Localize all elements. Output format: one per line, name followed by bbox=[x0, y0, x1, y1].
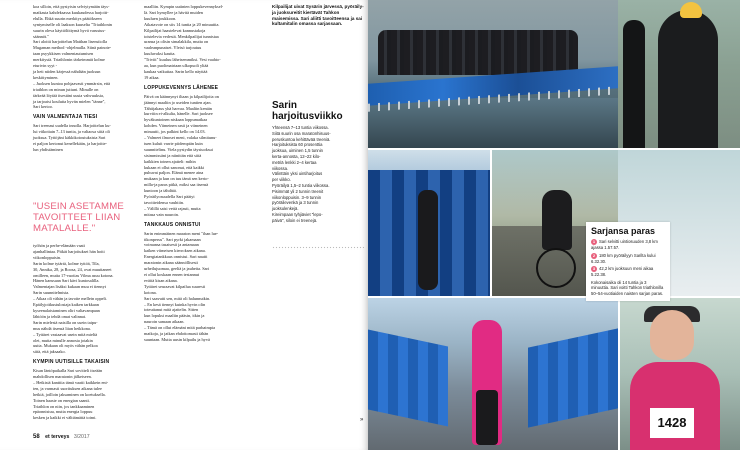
running-photo bbox=[368, 298, 618, 450]
text-line: – Välillä saisi vettä rajasti, mutta bbox=[144, 205, 201, 211]
text-line: Toinen haaste on energian saanti. bbox=[33, 397, 91, 403]
text-line: suurin oleva käyttöliittymä hyvä varustus- bbox=[33, 27, 106, 33]
text-line: nauroin samaan aikaan. bbox=[144, 319, 185, 325]
sidebar-list-item: viikonloppuisin. 3–9 tunnin bbox=[272, 194, 322, 200]
text-line: Triathlon on niin, jos tankkaaminen bbox=[33, 403, 95, 409]
section-heading-coach: VAIN VALMENTAJA TIESI bbox=[33, 114, 98, 121]
fact-text: 42,2 km juoksuun meni aikaa 5.22.38. bbox=[591, 266, 654, 278]
text-line: – Aikaa oli vähän ja tavoite mellein oppeli. bbox=[33, 296, 107, 302]
text-line: maalliin. Kympin uutinten loppukevennyksel- bbox=[144, 4, 224, 9]
col1-block1 bbox=[33, 123, 136, 153]
text-line: siitä, että jaksaako. bbox=[33, 349, 66, 355]
cyclist bbox=[542, 190, 572, 250]
section-heading-finish: LOPPUKEVENNYS LÄHENEE bbox=[144, 84, 219, 91]
text-line: olet, mutta minulle annosta jotakin bbox=[33, 337, 93, 343]
text-line: kukaan ei ollut sanonut, että kaikki bbox=[144, 164, 205, 170]
text-line: elulla. Ehkä suurin merkitys päätökseen bbox=[33, 15, 102, 21]
text-line: Epäilyjoitkustulostaja kaiken tarkkaan bbox=[33, 302, 99, 308]
text-column-1 bbox=[33, 4, 136, 153]
sidebar-list-item: Siitä suurin osa maratonhisuus- bbox=[272, 130, 331, 136]
text-line: epäonnistuu, mutta energia loppuu bbox=[33, 409, 93, 415]
sidebar-list-item: päivä", siloin ei treenejä. bbox=[272, 217, 318, 223]
col2-intro bbox=[144, 4, 247, 81]
text-line: kuuluvaksi kautta. bbox=[144, 51, 176, 57]
race-bib: 1428 bbox=[650, 408, 694, 438]
text-line: minuutti, jos palkint kello on 14.03. bbox=[144, 129, 206, 135]
pull-quote: "USEIN ASETAMME TAVOITTEET LIIAN MATALALLE." bbox=[33, 201, 124, 234]
text-line: kohden. Viimeinen rasti ja viimeinen bbox=[144, 123, 208, 129]
sidebar-list-item: Pisimmät yli 2 tunnin treenit bbox=[272, 188, 324, 194]
text-line: ja heti niiden kärjessä nähdään juoksun bbox=[33, 68, 101, 74]
left-page bbox=[0, 0, 368, 450]
text-line: sisimmissäni ja niinittän että siitä bbox=[144, 152, 202, 158]
text-line: tärkeää löytää itsestäni uusia vahvuuksia, bbox=[33, 92, 104, 98]
text-line: mitasa vain nauroin. bbox=[144, 211, 179, 217]
text-line: Sarin enimmäinen maraton meni "ihan lue- bbox=[144, 230, 219, 236]
text-line: Aikatavote on siis 14 tuntia ja 20 minuuttia. bbox=[144, 21, 220, 27]
medal-portrait-photo bbox=[620, 298, 740, 450]
text-line: jäännyt maaliin jo useiden tuntien ajan. bbox=[144, 99, 212, 105]
col2-block2 bbox=[144, 231, 247, 343]
athlete-wetsuit bbox=[658, 10, 718, 148]
text-line: kun lopuksi maaliin pääsin, itkin ja bbox=[144, 313, 205, 319]
training-sidebar bbox=[272, 100, 364, 224]
swim-cap bbox=[680, 2, 702, 18]
runner-legs bbox=[476, 390, 498, 445]
text-column-2 bbox=[144, 4, 247, 343]
text-line: Tähtijakaus yhä harvaa. Maaliin kentän bbox=[144, 105, 212, 111]
text-line: toteuttanut mitä ajattelin. Sitten bbox=[144, 307, 199, 313]
fact-item bbox=[591, 266, 665, 278]
text-line: taan psyykkisen valmentautumisen bbox=[33, 51, 94, 57]
sidebar-list-item: kerta-annosta, 12–22 kilo- bbox=[272, 153, 321, 159]
athlete-face bbox=[650, 310, 694, 360]
text-line: Energiatankkaus onnistui. Sari nautti bbox=[144, 254, 208, 260]
text-line: lä. Sari hymyllee ja hävitä muiden bbox=[144, 9, 203, 15]
page-footer bbox=[33, 434, 90, 440]
text-line: tavoitteidensa vauhtiin. bbox=[144, 200, 185, 205]
text-line: kotona. bbox=[144, 289, 157, 295]
text-line: uransa ja olisin simalakkila, mutta on bbox=[144, 39, 209, 45]
sidebar-title: Sarin harjoitusviikko bbox=[272, 100, 343, 122]
text-line: lähtöön ja tehdä omat valinnat. bbox=[33, 313, 87, 319]
continue-arrow-icon: » bbox=[360, 417, 364, 423]
text-line: kaiken viimeisen kierroksen aikana. bbox=[144, 248, 206, 254]
text-line: työhön ja perhe-elämään vaati bbox=[33, 243, 85, 248]
text-line: kaukaa vaikuttaa. Sarin kello näyttää bbox=[144, 68, 208, 74]
swimmers-crowd bbox=[378, 30, 578, 75]
text-line: omilleen, mutta 17-vuotias Vilma asuu kotona. bbox=[33, 272, 114, 278]
section-heading-news: KYMPIN UUTISILLE TAKAISIN bbox=[33, 359, 110, 366]
finishing-athlete bbox=[418, 190, 438, 290]
text-line: toistelevia vedestä. Menkilpailijat tunnistaa bbox=[144, 33, 219, 39]
text-line: aa, kun puolimatriaan ulkopuoli yltää bbox=[144, 63, 209, 69]
barrier-right bbox=[528, 328, 618, 427]
number-badge-icon: 1 bbox=[592, 239, 596, 244]
text-line: Sarin kolme tytärtä, kolme tyttöä, Tila, bbox=[33, 260, 100, 266]
text-line: ten, ja varmasti suorituksen aikana tulee bbox=[33, 385, 102, 391]
text-line: Mugaman method -ohjelmalla. Siinä painote- bbox=[33, 45, 112, 51]
bike-wheel bbox=[536, 248, 576, 288]
text-line: Sari treenasi uudella innolla. Harjoittelun ku- bbox=[33, 123, 111, 129]
fact-box-note: Kokonaisaika oli 14 tuntia ja 3 minuuttia. Sari voitti Tahkon triathlonilla 50–54-vuotiaiden naisten sarjan paras. bbox=[591, 279, 664, 296]
text-line: – Hetkistä kanttiia tämä vaatii kaikkein eni- bbox=[33, 379, 109, 385]
text-line: puhuvat paljon. Elämä menee aina bbox=[144, 170, 204, 176]
text-line: Päivä on käännynyt iltaan ja kilpailijoita on bbox=[144, 93, 219, 99]
text-line: maratonin aikana säännöllisesti bbox=[144, 260, 198, 266]
fact-item bbox=[591, 239, 665, 251]
text-line: kurviiin ei-alkulta, hänelle. Sari juoksee bbox=[144, 111, 213, 117]
page-number: 58 bbox=[33, 434, 40, 440]
col1-block2 bbox=[33, 243, 136, 355]
finish-line-photo bbox=[368, 150, 490, 296]
section-heading-fueling: TANKKAUS ONNISTUI bbox=[144, 221, 201, 228]
number-badge-icon: 3 bbox=[592, 266, 596, 272]
text-line: ajanhallintaa. Pitkät harjoitukset hän hoiti bbox=[33, 248, 105, 254]
text-line: lui viikottain 7–13 tuntia, ja valtaosa siitä oli bbox=[33, 129, 110, 135]
results-fact-box bbox=[586, 222, 670, 301]
sidebar-list bbox=[272, 125, 364, 224]
sidebar-list-item: Yhteensä 7–13 tuntia viikossa. bbox=[272, 125, 329, 130]
text-line: Sarin suunnitelmista. bbox=[33, 290, 70, 296]
text-line: hyväkuntoinen niskaan loppumatkaa bbox=[144, 117, 208, 123]
text-line: 19 aikaa. bbox=[144, 74, 160, 80]
right-page bbox=[368, 0, 740, 450]
sidebar-list-item: Kireimpaan tyhjiäviet "lepo- bbox=[272, 211, 323, 217]
text-line: suunnitelinu. Viela pystydin täysiuoksui bbox=[144, 146, 213, 152]
text-column-1-lower bbox=[33, 243, 136, 421]
text-line: keskittyminen. bbox=[33, 74, 59, 80]
text-line: Sari kertoo. bbox=[33, 104, 54, 110]
text-line: viikonloppuisin. bbox=[33, 254, 62, 260]
text-line: hetkiä, joilloin jaksaminen on koetuksella. bbox=[33, 391, 106, 397]
text-line: kyseenalaistaminen oliri valtavampaan bbox=[33, 307, 100, 313]
sidebar-list-item: Välinttäin yksi uintiharjoitus bbox=[272, 171, 323, 177]
text-line: Sari saavutti sen, mitä oli halunnutkin. bbox=[144, 295, 211, 301]
fact-text: 180 km pyöräilyyn Sarilta kului 6.32.30. bbox=[591, 252, 656, 264]
text-line: ei ollut koskaan ennen testannut bbox=[144, 271, 200, 277]
text-line: Valmentajan lisäksi kukaan muu ei tiennyt bbox=[33, 284, 106, 290]
col1-block3 bbox=[33, 368, 136, 421]
text-line: Kilpailijat haastelevat kannustakoja bbox=[144, 27, 206, 33]
text-line: milla-ja paras pitkä, miksi saa itsensä bbox=[144, 182, 209, 188]
fact-text: Sari selvitti uintiosuuden 3,8 km ajassa 1.57.57. bbox=[591, 239, 658, 250]
text-line: ja tarjoaisi koulutta hyvän mielen "tänne", bbox=[33, 98, 106, 104]
col2-block1 bbox=[144, 94, 247, 218]
text-line: mukaan ja kun on tuu tämä sen kerto- bbox=[144, 176, 209, 182]
text-line: 30, Annika, 28, ja Roosa, 24, ovat muuttaneet bbox=[33, 266, 112, 272]
text-line: vaaleanpunaiset. Yleisö tarjoutuu bbox=[144, 45, 202, 51]
text-line: kaikkien toinen ajatteli: mihin bbox=[144, 158, 196, 164]
text-line: Sarin mielestä naisilla on usein taipu- bbox=[33, 319, 98, 325]
fact-box-items bbox=[591, 239, 665, 278]
text-line: Sari aloitti harjoittelun Matthan lisensiiolla bbox=[33, 39, 107, 45]
text-line: koa silloin, että pystyisin selviytymään täys- bbox=[33, 4, 110, 9]
swim-start-photo bbox=[368, 0, 618, 148]
text-line: "Triviit" kuuluu läheisemmiksi. Vesi vaahto- bbox=[144, 57, 221, 63]
photo-caption: Kilpailijat uivat Sysärin järvessä, pyöräily- ja juoksureitit kiertävät Tahkon maisemissa. Sari aliitti tavoitteensa ja sai kultamitalin omassa sarjassaan. bbox=[272, 4, 364, 27]
text-line: – Tyttäret vastaavat usein mitä mieltä bbox=[33, 331, 98, 337]
barrier-left bbox=[368, 329, 448, 426]
magazine-name: et terveys bbox=[45, 434, 70, 440]
sidebar-list-item: peruskuntoa kehittävää treeniä. bbox=[272, 136, 331, 142]
text-line: uutta. Mukaan oli myös vähän pelkoa bbox=[33, 343, 98, 349]
number-badge-icon: 2 bbox=[592, 252, 596, 258]
text-line: Pyöräilyosuudella Sari päätyi bbox=[144, 194, 195, 200]
text-line: lun yhdistäminen bbox=[33, 146, 63, 152]
text-line: juoksua. Tyttöjäni käkkikotoutuksista Sari bbox=[33, 135, 106, 141]
text-line: kesken ja kaikki ei välttämättä toimi. bbox=[33, 415, 97, 421]
text-line: mahdollisen maratonin jälkeiseen. bbox=[33, 374, 92, 380]
text-line: merkitystä. Triathlonin tärkeimmät kolme bbox=[33, 57, 105, 63]
text-line: kuntoon ja tähdätä. bbox=[144, 188, 177, 194]
sidebar-list-item: pyöräilevenkä ja 3 tunnin bbox=[272, 200, 319, 206]
text-line: voimansa tasaisesti ja antamaan bbox=[144, 242, 199, 248]
text-line: säännöt." bbox=[33, 33, 49, 39]
col1-intro bbox=[33, 4, 136, 110]
sidebar-list-item: metriä lenkki 2–4 kertaa bbox=[272, 159, 317, 165]
text-line: tuen kuluit varrie piidemptän kuin bbox=[144, 140, 203, 146]
wetsuit-athlete-photo bbox=[618, 0, 740, 148]
text-line: Kisan läntöpaikalla Sari sovitteli itseään bbox=[33, 368, 103, 374]
sidebar-list-item: Pyöräilyä 1,5–2 tuntia viikossa. bbox=[272, 182, 330, 188]
text-line: mus nähdä itsensä liian heikkona. bbox=[33, 325, 91, 331]
text-line: – Valmeet ilmoset meni, valaka silmitunu- bbox=[144, 135, 217, 141]
text-line: – En kesä tiennyt kuinka hyvin olin bbox=[144, 301, 206, 307]
sidebar-list-item: Harjoituksista 60 prosenttia bbox=[272, 142, 323, 148]
text-line: Hänen kanssaan Sari kävi kuntosalilla. bbox=[33, 278, 100, 284]
sidebar-list-item: per viikko. bbox=[272, 177, 291, 183]
text-line: kuuluen joukkoon. bbox=[144, 15, 177, 21]
text-line: tikonperus". Sari pyrki jakamaan bbox=[144, 236, 201, 242]
fact-box-title: Sarjansa paras bbox=[591, 226, 656, 236]
text-line: triathlon on minun juttuni. Minulle on bbox=[33, 86, 99, 92]
text-line: eturivin syyt - bbox=[33, 63, 58, 69]
fact-item bbox=[591, 253, 665, 265]
text-line: urheilujuomaa, geeliä ja jauheita. Sari bbox=[144, 266, 210, 272]
text-line: syntymiselle oli laakson kuuselta "Triathlonin bbox=[33, 21, 112, 27]
sidebar-list-item: juoksulenkejä. bbox=[272, 206, 299, 212]
text-line: – Tämä on ollut elämäni mitä parhaimpia bbox=[144, 325, 216, 331]
text-line: – Juoksen kuntoa pohjaavasti ymmärsin, että bbox=[33, 80, 111, 86]
text-line: matkasta kahdeksassa kuukaudessa harjoitt- bbox=[33, 9, 109, 15]
athlete-silhouette bbox=[623, 20, 645, 148]
text-line: suuntaan. Mutta uusin kilpailu ja hyvä bbox=[144, 336, 210, 342]
sidebar-list-item: juoksua, uiminen 1,5 tunnin bbox=[272, 148, 323, 154]
text-line: Tyttäret seuraavat kilpailua suuresti bbox=[144, 283, 206, 289]
text-line: ei paljon kertonut kenellekään, ja harjoitte- bbox=[33, 140, 107, 146]
issue-number: 3/2017 bbox=[73, 434, 90, 440]
text-line: eväitä kisan aikana. bbox=[144, 277, 178, 283]
dotted-divider bbox=[272, 246, 364, 250]
text-line: matkoja, ja jatkan ehdottomasti tähän bbox=[144, 331, 209, 337]
sidebar-list-item: viikossa. bbox=[272, 165, 289, 171]
